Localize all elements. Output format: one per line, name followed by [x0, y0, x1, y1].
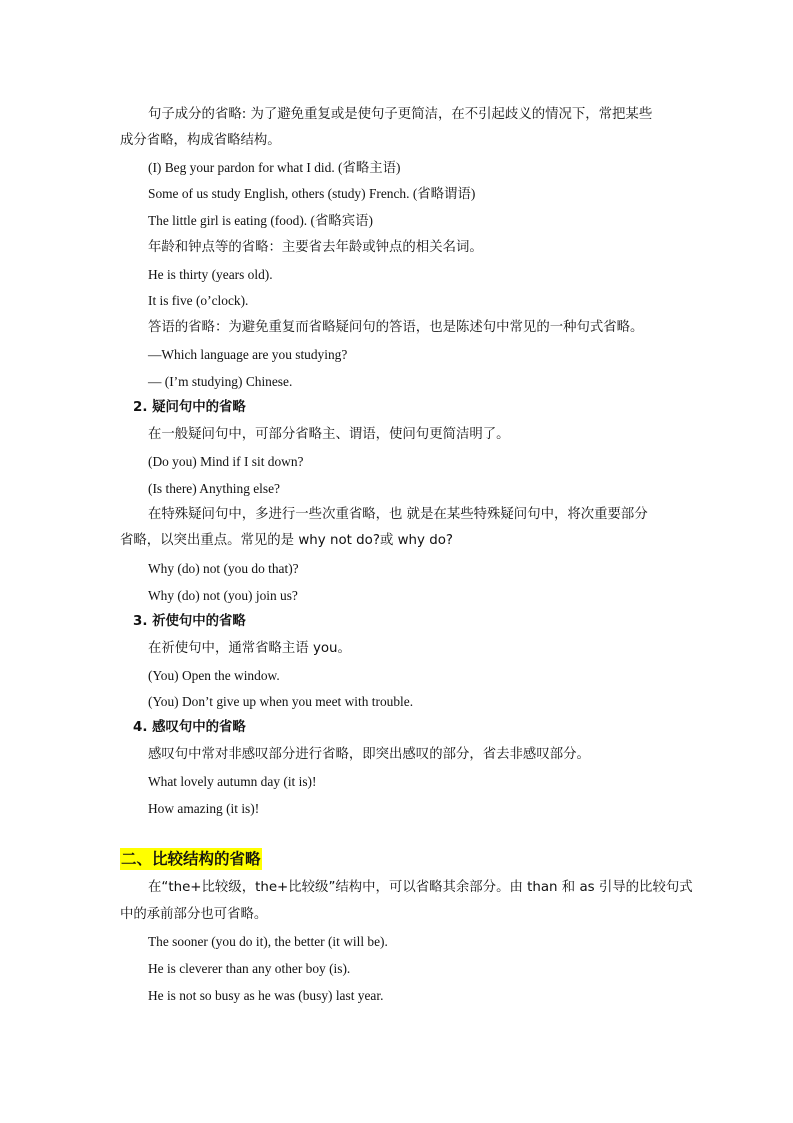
section-heading: 4. 感叹句中的省略	[133, 720, 246, 735]
intro-line: 中的承前部分也可省略。	[120, 907, 268, 922]
intro-line: 成分省略，构成省略结构。	[120, 133, 281, 148]
example-sentence: It is five (o’clock).	[148, 293, 249, 308]
example-sentence: He is thirty (years old).	[148, 267, 273, 282]
intro-line: 答语的省略：为避免重复而省略疑问句的答语，也是陈述句中常见的一种句式省略。	[148, 320, 644, 335]
intro-line: 在“the+比较级，the+比较级”结构中，可以省略其余部分。由 than 和 as 引导的比较句式	[148, 880, 693, 895]
intro-line: 在特殊疑问句中，多进行一些次重省略，也 就是在某些特殊疑问句中，将次重要部分	[148, 507, 648, 522]
example-sentence: The sooner (you do it), the better (it will be).	[148, 934, 388, 949]
example-sentence: (Do you) Mind if I sit down?	[148, 454, 304, 469]
intro-line: 在祈使句中，通常省略主语 you。	[148, 641, 351, 656]
example-sentence: The little girl is eating (food). (省略宾语)	[148, 213, 373, 228]
section-heading: 2. 疑问句中的省略	[133, 400, 246, 415]
example-sentence: Some of us study English, others (study) French. (省略谓语)	[148, 186, 476, 201]
section-heading: 3. 祈使句中的省略	[133, 614, 246, 629]
example-sentence: Why (do) not (you do that)?	[148, 561, 299, 576]
intro-line: 省略，以突出重点。常见的是 why not do?或 why do?	[120, 533, 454, 548]
intro-line: 在一般疑问句中，可部分省略主、谓语，使问句更简洁明了。	[148, 427, 510, 442]
example-sentence: (You) Don’t give up when you meet with trouble.	[148, 694, 414, 709]
example-sentence: — (I’m studying) Chinese.	[148, 374, 293, 389]
example-sentence: How amazing (it is)!	[148, 801, 260, 816]
intro-line: 年龄和钟点等的省略：主要省去年龄或钟点的相关名词。	[148, 240, 483, 255]
example-sentence: (You) Open the window.	[148, 668, 280, 683]
example-sentence: —Which language are you studying?	[148, 347, 348, 362]
example-sentence: (Is there) Anything else?	[148, 481, 281, 496]
example-sentence: What lovely autumn day (it is)!	[148, 774, 317, 789]
example-sentence: (I) Beg your pardon for what I did. (省略主语)	[148, 160, 401, 175]
example-sentence: He is cleverer than any other boy (is).	[148, 961, 351, 976]
example-sentence: Why (do) not (you) join us?	[148, 588, 298, 603]
intro-line: 感叹句中常对非感叹部分进行省略，即突出感叹的部分，省去非感叹部分。	[148, 747, 590, 762]
section-title-highlighted: 二、比较结构的省略	[121, 850, 261, 868]
intro-line: 句子成分的省略: 为了避免重复或是使句子更简洁，在不引起歧义的情况下，常把某些	[148, 107, 653, 122]
example-sentence: He is not so busy as he was (busy) last year.	[148, 988, 384, 1003]
